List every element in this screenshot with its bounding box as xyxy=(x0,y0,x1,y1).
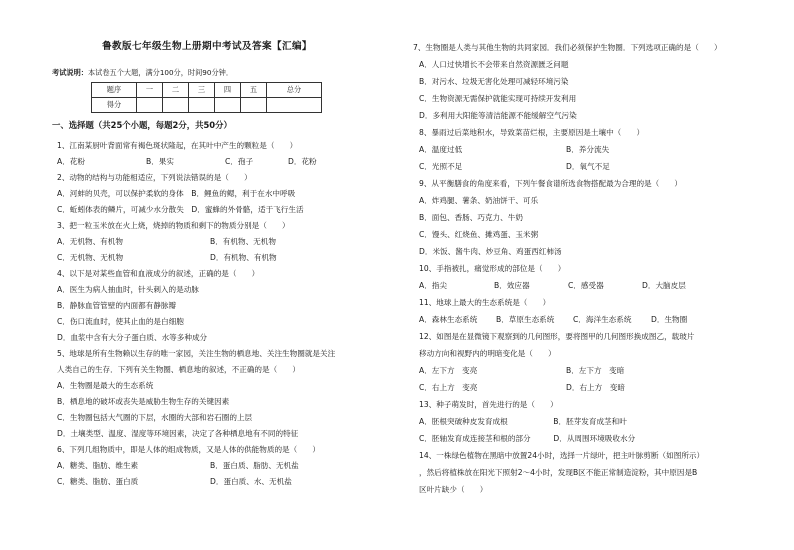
score-header-cell: 一 xyxy=(137,83,163,98)
score-header-cell: 二 xyxy=(163,83,189,98)
question-12: 12、如图是在显微镜下观察到的几何图形，要将图甲的几何图形换成图乙，载玻片 xyxy=(419,332,695,341)
score-table xyxy=(91,82,322,113)
score-header-cell: 四 xyxy=(215,83,241,98)
q4-option-c: C．伤口流血时，使其止血的是白细胞 xyxy=(57,317,184,326)
question-13: 13、种子萌发时，首先进行的是（ ） xyxy=(419,400,558,409)
score-header-cell: 总分 xyxy=(267,83,322,98)
q6-option-a: A．糖类、脂肪、维生素 xyxy=(57,461,139,470)
score-cell xyxy=(241,98,267,113)
question-4: 4、以下是对某些血管和血液成分的叙述，正确的是（ ） xyxy=(57,269,260,278)
q12-option-a: A．左下方 变亮 xyxy=(419,366,478,375)
question-9: 9、从平衡膳食的角度来看，下列午餐食谱所选食物搭配最为合理的是（ ） xyxy=(419,179,683,188)
q9-option-a: A．炸鸡腿、薯条、奶油饼干、可乐 xyxy=(419,196,539,205)
question-14-cont: ，然后将植株放在阳光下照射2～4小时，发现B区不能正常制造淀粉，其中原因是B xyxy=(419,468,698,477)
exam-instructions xyxy=(52,68,233,78)
q12-option-d: D．右上方 变暗 xyxy=(566,383,626,392)
q1-option-d: D．花粉 xyxy=(288,157,317,166)
q3-option-c: C．无机物、无机物 xyxy=(57,253,124,262)
q4-option-a: A．医生为病人抽血时，针头刺入的是动脉 xyxy=(57,285,199,294)
score-cell xyxy=(215,98,241,113)
question-1: 1、江南某厨叶背面常有褐色斑状隆起，在其叶中产生的颗粒是（ ） xyxy=(57,141,298,150)
q5-option-a: A．生物圈是最大的生态系统 xyxy=(57,381,154,390)
score-cell xyxy=(267,98,322,113)
q5-option-d: D．土壤类型、温度、湿度等环境因素，决定了各种栖息地有不同的特征 xyxy=(57,429,299,438)
q8-option-c: C．光照不足 xyxy=(419,162,463,171)
q3-option-b: B．有机物、无机物 xyxy=(210,237,276,246)
q1-option-c: C．孢子 xyxy=(225,157,254,166)
q6-option-d: D．蛋白质、水、无机盐 xyxy=(210,477,292,486)
q12-option-b: B．左下方 变暗 xyxy=(566,366,625,375)
q11-option-d: D．生物圈 xyxy=(651,315,688,324)
instructions-text: 本试卷五个大题，满分100分，时间90分钟． xyxy=(87,68,234,77)
q10-option-d: D．大脑皮层 xyxy=(642,281,686,290)
q7-option-b: B．对污水、垃圾无害化处理可减轻环境污染 xyxy=(419,77,569,86)
q8-option-d: D．氧气不足 xyxy=(566,162,610,171)
q2-options-cd: C．蚯蚓体表的鳞片，可减少水分散失 D．蜜蜂的外骨骼，适于飞行生活 xyxy=(57,205,304,214)
section-heading: 一、选择题（共25个小题，每题2分，共50分） xyxy=(52,120,232,130)
question-14: 14、一株绿色植物在黑暗中放置24小时，选择一片绿叶，把主叶脉剪断（如图所示） xyxy=(419,451,705,460)
q4-option-d: D．血浆中含有大分子蛋白质、水等多种成分 xyxy=(57,333,208,342)
question-6: 6、下列几组物质中，即是人体的组成物质，又是人体的供能物质的是（ ） xyxy=(57,445,321,454)
score-table-value-row xyxy=(92,98,322,113)
q10-option-c: C．感受器 xyxy=(568,281,604,290)
score-table-header-row xyxy=(92,83,322,98)
question-7: 7、生物圈是人类与其他生物的共同家园．我们必须保护生物圈．下列选项正确的是（ ） xyxy=(413,43,722,52)
q11-option-a: A．森林生态系统 xyxy=(419,315,478,324)
q3-option-a: A．无机物、有机物 xyxy=(57,237,123,246)
q8-option-a: A．温度过低 xyxy=(419,145,463,154)
q1-option-b: B．果实 xyxy=(146,157,174,166)
question-10: 10、手指被扎，痛觉形成的部位是（ ） xyxy=(419,264,566,273)
score-row-label: 得分 xyxy=(92,98,137,113)
score-cell xyxy=(137,98,163,113)
question-2: 2、动物的结构与功能相适应，下列说法错误的是（ ） xyxy=(57,173,252,182)
question-3: 3、把一粒玉米放在火上烧，烧掉的物质和剩下的物质分别是（ ） xyxy=(57,221,290,230)
score-header-cell: 三 xyxy=(189,83,215,98)
q11-option-c: C．海洋生态系统 xyxy=(573,315,632,324)
q9-option-b: B．面包、香肠、巧克力、牛奶 xyxy=(419,213,523,222)
question-8: 8、暴雨过后菜地积水，导致菜苗烂根，主要原因是土壤中（ ） xyxy=(419,128,645,137)
q1-option-a: A．花粉 xyxy=(57,157,85,166)
q7-option-a: A．人口过快增长不会带来自然资源匮乏问题 xyxy=(419,60,569,69)
instructions-label: 考试说明： xyxy=(52,68,88,77)
q12-option-c: C．右上方 变亮 xyxy=(419,383,478,392)
q9-option-d: D．米饭、酱牛肉、炒豆角、鸡蛋西红柿汤 xyxy=(419,247,562,256)
q6-option-c: C．糖类、脂肪、蛋白质 xyxy=(57,477,139,486)
q7-option-d: D．多利用大阳能等清洁能源不能缓解空气污染 xyxy=(419,111,577,120)
q8-option-b: B．养分流失 xyxy=(566,145,610,154)
q2-options-ab: A．河蚌的贝壳，可以保护柔软的身体 B．鲤鱼的鳃，利于在水中呼吸 xyxy=(57,189,296,198)
document-title: 鲁教版七年级生物上册期中考试及答案【汇编】 xyxy=(102,41,312,52)
q13-options-cd: C．胚轴发育成连接茎和根的部分 D．从周围环境吸收水分 xyxy=(419,434,636,443)
q3-option-d: D．有机物、有机物 xyxy=(210,253,277,262)
q4-option-b: B．静脉血管管壁的内面都有静脉瓣 xyxy=(57,301,177,310)
q9-option-c: C．馒头、红烧鱼、摊鸡蛋、玉米粥 xyxy=(419,230,539,239)
score-header-cell: 五 xyxy=(241,83,267,98)
question-11: 11、地球上最大的生态系统是（ ） xyxy=(419,298,551,307)
score-cell xyxy=(189,98,215,113)
q13-options-ab: A．胚根突破种皮发育成根 B．胚芽发育成茎和叶 xyxy=(419,417,627,426)
score-header-cell: 题序 xyxy=(92,83,137,98)
question-5: 5、地球是所有生物赖以生存的唯一家园，关注生物的栖息地、关注生物圈就是关注 xyxy=(57,349,336,358)
q11-option-b: B．草原生态系统 xyxy=(496,315,555,324)
question-12-cont: 移动方向和视野内的明暗变化是（ ） xyxy=(419,349,556,358)
q6-option-b: B．蛋白质、脂肪、无机盐 xyxy=(210,461,299,470)
question-14-cont2: 区叶片缺少（ ） xyxy=(419,485,488,494)
q10-option-a: A．指尖 xyxy=(419,281,447,290)
score-cell xyxy=(163,98,189,113)
q5-option-b: B．栖息地的破坏或丧失是威胁生物生存的关键因素 xyxy=(57,397,230,406)
q7-option-c: C．生物资源无需保护就能实现可持续开发利用 xyxy=(419,94,577,103)
question-5-cont: 人类自己的生存．下列有关生物圈、栖息地的叙述，不正确的是（ ） xyxy=(57,365,300,374)
q10-option-b: B．效应器 xyxy=(494,281,530,290)
q5-option-c: C．生物圈包括大气圈的下层，水圈的大部和岩石圈的上层 xyxy=(57,413,253,422)
